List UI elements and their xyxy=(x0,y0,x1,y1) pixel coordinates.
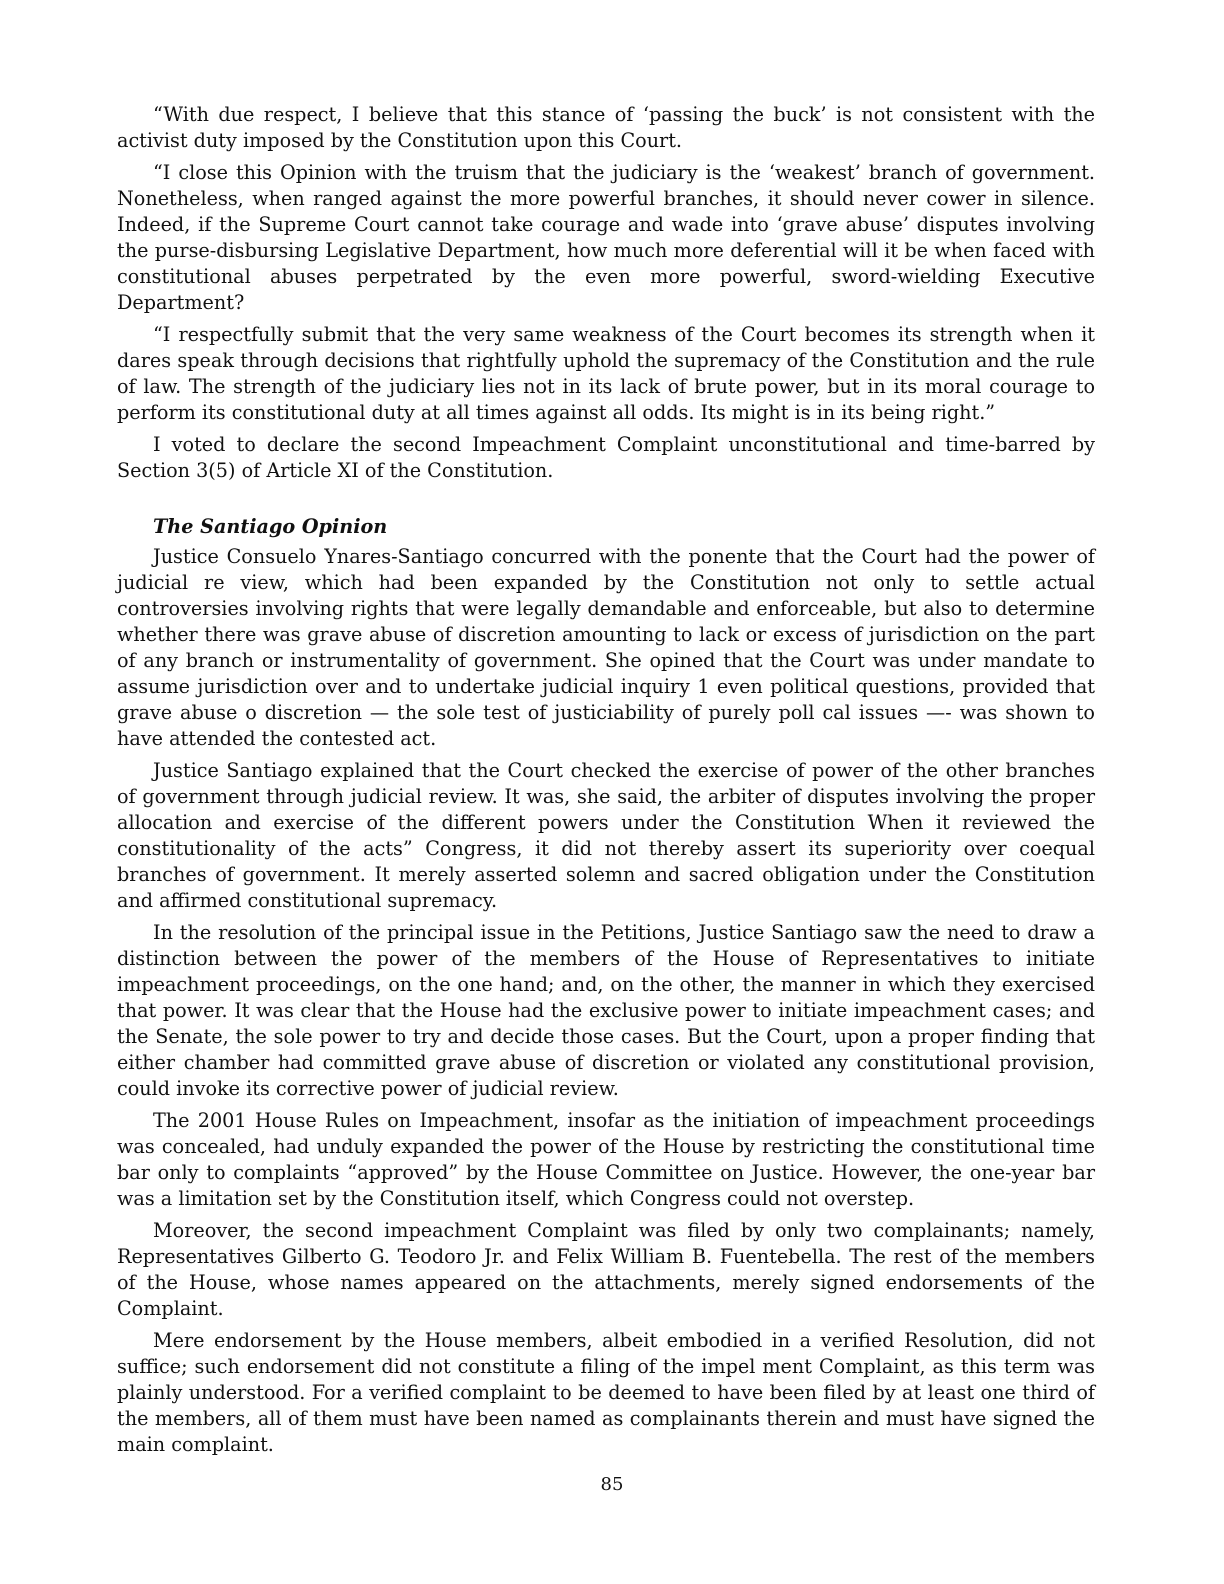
paragraph: The 2001 House Rules on Impeachment, insofar as the initiation of impeachment proceedings was concealed, had unduly expanded the power of the House by restricting the constitutional time bar only to complaints “approved” by the House Committee on Justice. However, the one-year bar was a limitation set by the Constitution itself, which Congress could not overstep. xyxy=(117,1109,1095,1210)
paragraph: Justice Santiago explained that the Court checked the exercise of power of the other branches of government through judicial review. It was, she said, the arbiter of disputes involving the proper allocation and exercise of the different powers under the Constitution When it reviewed the constitutionality of the acts” Congress, it did not thereby assert its superiority over coequal branches of government. It merely asserted solemn and sacred obligation under the Constitution and affirmed constitutional supremacy. xyxy=(117,759,1095,912)
paragraph: Moreover, the second impeachment Complaint was filed by only two complainants; namely, Representatives Gilberto G. Teodoro Jr. and Felix William B. Fuentebella. The rest of the members of the House, whose names appeared on the attachments, merely signed endorsements of the Complaint. xyxy=(117,1219,1095,1320)
page-number: 85 xyxy=(600,1474,624,1495)
paragraph: “With due respect, I believe that this stance of ‘passing the buck’ is not consistent with the activist duty imposed by the Constitution upon this Court. xyxy=(117,103,1095,152)
document-page xyxy=(117,102,1095,1464)
paragraph: Mere endorsement by the House members, albeit embodied in a verified Resolution, did not suffice; such endorsement did not constitute a filing of the impel ment Complaint, as this term was plainly understood. For a verified complaint to be deemed to have been filed by at least one third of the members, all of them must have been named as complainants therein and must have signed the main complaint. xyxy=(117,1329,1095,1456)
section-heading: The Santiago Opinion xyxy=(153,515,388,538)
paragraph: “I respectfully submit that the very same weakness of the Court becomes its strength when it dares speak through decisions that rightfully uphold the supremacy of the Constitution and the rule of law. The strength of the judiciary lies not in its lack of brute power, but in its moral courage to perform its constitutional duty at all times against all odds. Its might is in its being right.” xyxy=(117,323,1095,424)
paragraph: In the resolution of the principal issue in the Petitions, Justice Santiago saw the need to draw a distinction between the power of the members of the House of Representatives to initiate impeachment proceedings, on the one hand; and, on the other, the manner in which they exercised that power. It was clear that the House had the exclusive power to initiate impeachment cases; and the Senate, the sole power to try and decide those cases. But the Court, upon a proper finding that either chamber had committed grave abuse of discretion or violated any constitutional provision, could invoke its corrective power of judicial review. xyxy=(117,921,1095,1100)
paragraph: “I close this Opinion with the truism that the judiciary is the ‘weakest’ branch of government. Nonetheless, when ranged against the more powerful branches, it should never cower in silence. Indeed, if the Supreme Court cannot take courage and wade into ‘grave abuse’ disputes involving the purse-disbursing Legislative Department, how much more deferential will it be when faced with constitutional abuses perpetrated by the even more powerful, sword-wielding Executive Department? xyxy=(117,161,1095,314)
paragraph: Justice Consuelo Ynares-Santiago concurred with the ponente that the Court had the power of judicial re view, which had been expanded by the Constitution not only to settle actual controversies involving rights that were legally demandable and enforceable, but also to determine whether there was grave abuse of discretion amounting to lack or excess of jurisdiction on the part of any branch or instrumentality of government. She opined that the Court was under mandate to assume jurisdiction over and to undertake judicial inquiry 1 even political questions, provided that grave abuse o discretion — the sole test of justiciability of purely poll cal issues —- was shown to have attended the contested act. xyxy=(117,545,1095,750)
paragraph: I voted to declare the second Impeachment Complaint unconstitutional and time-barred by Section 3(5) of Article XI of the Constitution. xyxy=(117,433,1095,482)
